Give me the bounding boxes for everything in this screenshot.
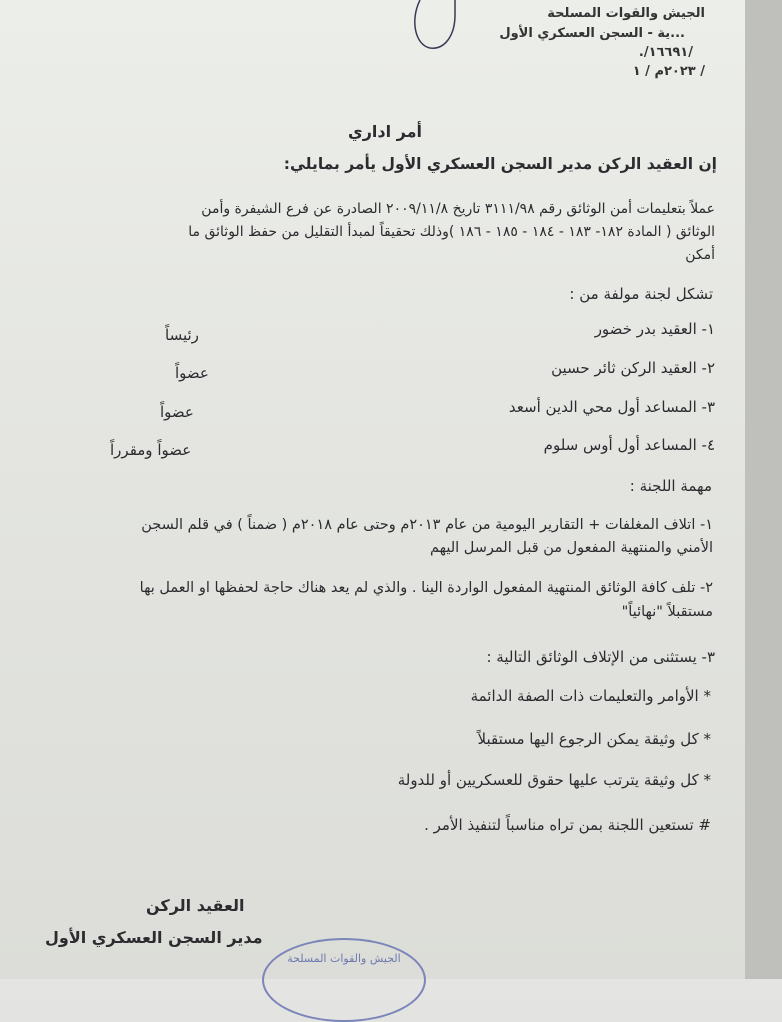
task-2-line-2: مستقبلاً "نهائياً" xyxy=(621,604,713,620)
signature-position: مدير السجن العسكري الأول xyxy=(45,928,263,947)
intro-line: إن العقيد الركن مدير السجن العسكري الأول يأمر بمايلي: xyxy=(283,155,717,173)
exceptions-heading: ٣- يستثنى من الإتلاف الوثائق التالية : xyxy=(486,648,715,666)
header-date: / ٢٠٢٣م / ١ xyxy=(632,64,705,79)
member-name-1: ١- العقيد بدر خضور xyxy=(594,320,715,338)
signature-rank: العقيد الركن xyxy=(146,896,245,915)
member-name-4: ٤- المساعد أول أوس سلوم xyxy=(543,436,715,454)
exception-2: * كل وثيقة يمكن الرجوع اليها مستقبلاً xyxy=(477,730,711,748)
member-role-3: عضواً xyxy=(160,403,194,421)
member-role-1: رئيساً xyxy=(165,326,199,344)
task-1-line-2: الأمني والمنتهية المفعول من قبل المرسل اليهم xyxy=(430,540,713,556)
member-role-4: عضواً ومقرراً xyxy=(110,441,192,459)
member-name-2: ٢- العقيد الركن ثائر حسين xyxy=(551,359,715,377)
exception-1: * الأوامر والتعليمات ذات الصفة الدائمة xyxy=(470,687,711,705)
committee-heading: تشكل لجنة مولفة من : xyxy=(569,285,713,303)
exception-3: * كل وثيقة يترتب عليها حقوق للعسكريين أو للدولة xyxy=(397,771,711,789)
task-heading: مهمة اللجنة : xyxy=(629,477,712,495)
para-line-2: الوثائق ( المادة ١٨٢- ١٨٣ - ١٨٤ - ١٨٥ - ١٨٦ )وذلك تحقيقاً لمبدأ التقليل من حفظ الوثائق ما xyxy=(188,224,715,240)
member-name-3: ٣- المساعد أول محي الدين أسعد xyxy=(508,398,715,416)
document-title: أمر اداري xyxy=(348,122,422,141)
para-line-1: عملاً بتعليمات أمن الوثائق رقم ٣١١١/٩٨ تاريخ ٢٠٠٩/١١/٨ الصادرة عن فرع الشيفرة وأمن xyxy=(201,201,715,217)
stamp-text: الجيش والقوات المسلحة xyxy=(287,952,401,965)
header-line-2: ...ية - السجن العسكري الأول xyxy=(499,26,685,41)
handwritten-mark xyxy=(400,0,470,55)
header-ref: /١٦٦٩١/. xyxy=(638,45,693,60)
final-note: # تستعين اللجنة بمن تراه مناسباً لتنفيذ الأمر . xyxy=(424,816,711,834)
header-line-1: الجيش والقوات المسلحة xyxy=(547,6,705,21)
page-edge-shadow xyxy=(745,0,782,979)
official-stamp xyxy=(262,938,426,1022)
para-line-3: أمكن xyxy=(685,247,715,263)
member-role-2: عضواً xyxy=(175,364,209,382)
task-2-line-1: ٢- تلف كافة الوثائق المنتهية المفعول الواردة الينا . والذي لم يعد هناك حاجة لحفظها او العمل بها xyxy=(139,580,713,596)
task-1-line-1: ١- اتلاف المغلفات + التقارير اليومية من عام ٢٠١٣م وحتى عام ٢٠١٨م ( ضمناً ) في قلم السجن xyxy=(141,517,713,533)
